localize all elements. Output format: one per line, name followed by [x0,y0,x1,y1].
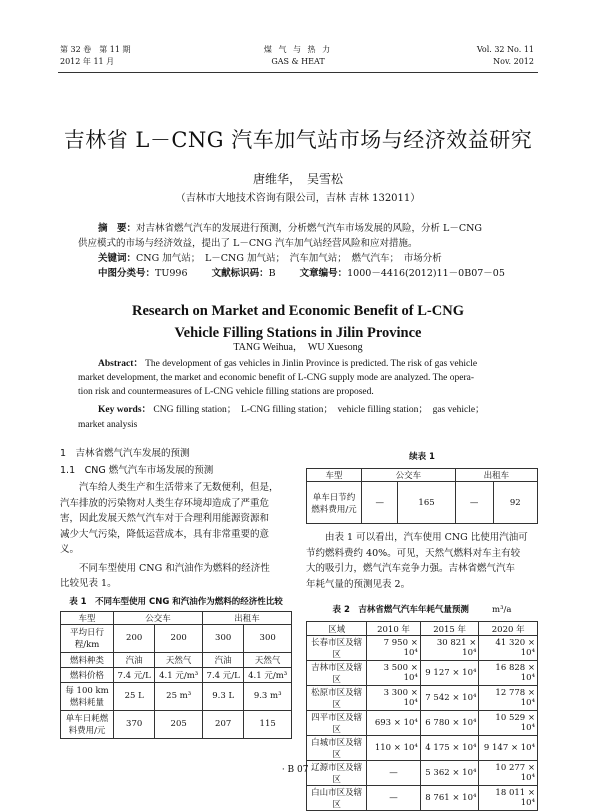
table-1-caption: 表 1 不同车型使用 CNG 和汽油作为燃料的经济性比较 [69,596,283,607]
paragraph-1 [60,480,292,558]
paragraph-line: 不同车型使用 CNG 和汽油作为燃料的经济性 [60,562,270,574]
table-header: 2010 年 [367,622,421,636]
table-cell: 10 277 × 10⁴ [479,761,538,786]
abstract-en-line2: market development, the market and economic benefit of L-CNG supply mode are analyzed. The opera- [78,373,475,383]
paragraph-line: 由表 1 可以看出，汽车使用 CNG 比使用汽油可 [306,532,528,543]
table-cell: 6 780 × 10⁴ [420,711,479,736]
table-cell: 25 m³ [155,682,203,710]
journal-volume: 第 32 卷 第 11 期 [60,45,131,54]
doccode-value: B [268,268,276,279]
table-cell: — [455,482,493,524]
paper-title-en-line2: Vehicle Filling Stations in Jilin Province [174,325,422,341]
table-cell: 9.3 m³ [244,682,292,710]
table-2-unit: m³/a [492,605,512,615]
journal-name-en: GAS & HEAT [271,57,325,66]
table-cell: 300 [244,624,292,652]
region-cell: 长春市区及辖区 [307,636,367,661]
abstract-label-cn: 摘 要： [98,223,137,234]
table-1 [60,611,292,739]
article-label: 文章编号： [299,268,348,279]
abstract-cn [98,221,538,236]
table-cell: 9 127 × 10⁴ [420,661,479,686]
authors-en: TANG Weihua， WU Xuesong [233,342,363,353]
table-header: 出租车 [202,611,291,624]
table-cell: 7 542 × 10⁴ [420,686,479,711]
abstract-cn-line1: 对吉林省燃气汽车的发展进行预测，分析燃气汽车市场发展的风险，分析 L－CNG [136,223,483,234]
table-cell: 370 [114,710,155,738]
table-cell: — [362,482,398,524]
doccode-label: 文献标识码： [211,268,269,279]
table-cell: — [367,786,421,811]
affiliation-cn: （吉林市大地技术咨询有限公司，吉林 吉林 132011） [175,193,421,204]
row-label: 燃料种类 [61,652,114,667]
continued-table-caption: 续表 1 [409,452,435,462]
table-cell: 207 [202,710,243,738]
table-cell: 18 011 × 10⁴ [479,786,538,811]
table-header: 区域 [307,622,367,636]
abstract-en-line1: The development of gas vehicles in Jinlin Province is predicted. The risk of gas vehicle [145,359,478,369]
paper-title-cn: 吉林省 L－CNG 汽车加气站市场与经济效益研究 [63,128,533,152]
abstract-cn-line2: 供应模式的市场与经济效益，提出了 L－CNG 汽车加气站经营风险和应对措施。 [78,238,418,249]
table-cell: 300 [202,624,243,652]
paragraph-line: 节约燃料费约 40%。可见，天然气燃料对车主有较 [306,547,521,559]
class-label: 中图分类号： [98,268,156,279]
keywords-en-line1: CNG filling station； L-CNG filling station； vehicle filling station； gas vehicle； [153,405,485,415]
table-cell: 16 828 × 10⁴ [479,661,538,686]
table-cell: 12 778 × 10⁴ [479,686,538,711]
table-cell: 200 [114,624,155,652]
region-cell: 辽源市区及辖区 [307,761,367,786]
table-cell: 9.3 L [202,682,243,710]
region-cell: 四平市区及辖区 [307,711,367,736]
table-cell: 9 147 × 10⁴ [479,736,538,761]
classification-line [98,266,538,281]
table-cell: 7 950 × 10⁴ [367,636,421,661]
table-cell: 7.4 元/L [202,667,243,682]
table-2-caption: 表 2 吉林省燃气汽车年耗气量预测 [332,605,469,615]
abstract-en [98,357,543,371]
table-cell: 92 [493,482,537,524]
table-cell: 10 529 × 10⁴ [479,711,538,736]
table-cell: 110 × 10⁴ [367,736,421,761]
paragraph-line: 义。 [60,544,80,555]
table-header: 2020 年 [479,622,538,636]
table-header: 出租车 [455,469,537,482]
region-cell: 松原市区及辖区 [307,686,367,711]
keywords-cn [98,251,538,266]
keywords-label-cn: 关键词： [98,253,137,264]
region-cell: 白城市区及辖区 [307,736,367,761]
abstract-label-en: Abstract： [98,359,143,369]
row-label: 平均日行程/km [61,624,114,652]
table-cell: 41 320 × 10⁴ [479,636,538,661]
paragraph-line: 比较见表 1。 [60,578,117,589]
table-cell: 天然气 [244,652,292,667]
article-value: 1000－4416(2012)11－0B07－05 [347,268,505,279]
paragraph-line: 害，因此发展天然气汽车对于合理利用能源资源和 [60,513,270,524]
table-cell: 165 [398,482,455,524]
keywords-cn-text: CNG 加气站； L－CNG 加气站； 汽车加气站； 燃气汽车； 市场分析 [136,253,442,264]
table-cell: 205 [155,710,203,738]
table-cell: 30 821 × 10⁴ [420,636,479,661]
table-cell: 3 300 × 10⁴ [367,686,421,711]
row-label: 每 100 km燃料耗量 [61,682,114,710]
keywords-en-line2: market analysis [78,420,138,430]
paragraph-line: 大的吸引力，燃气汽车竞争力强。吉林省燃气汽车 [306,563,516,574]
table-cell: 25 L [114,682,155,710]
table-cell: 4.1 元/m³ [155,667,203,682]
table-cell: 4.1 元/m³ [244,667,292,682]
journal-volume-en: Vol. 32 No. 11 [476,45,534,54]
paragraph-line: 汽车排放的污染物对人类生存环境却造成了严重危 [60,497,270,509]
row-label: 燃料价格 [61,667,114,682]
journal-name: 煤 气 与 热 力 [263,45,333,54]
row-label: 单车日节约燃料费用/元 [307,482,362,524]
table-cell: 8 761 × 10⁴ [420,786,479,811]
table-cell: — [367,761,421,786]
table-2-caption-row [306,600,538,617]
section-1-heading: 1 吉林省燃气汽车发展的预测 [60,448,190,459]
row-label: 单车日耗燃料费用/元 [61,710,114,738]
region-cell: 白山市区及辖区 [307,786,367,811]
table-cell: 4 175 × 10⁴ [420,736,479,761]
abstract-en-line3: tion risk and countermeasures of L-CNG vehicle filling stations are proposed. [78,387,374,397]
table-cell: 5 362 × 10⁴ [420,761,479,786]
table-header: 2015 年 [420,622,479,636]
right-column [306,450,538,811]
journal-date: 2012 年 11 月 [60,57,115,66]
table-cell: 115 [244,710,292,738]
paragraph-line: 年耗气量的预测见表 2。 [306,578,411,590]
table-cell: 汽油 [202,652,243,667]
authors-cn: 唐维华， 吴雪松 [252,172,343,186]
keywords-en [98,403,543,417]
paragraph-3 [306,530,538,592]
keywords-label-en: Key words： [98,405,152,415]
table-cell: 7.4 元/L [114,667,155,682]
table-cell: 200 [155,624,203,652]
page-number: · B 07 · [281,765,315,775]
table-cell: 3 500 × 10⁴ [367,661,421,686]
table-header: 车型 [307,469,362,482]
region-cell: 吉林市区及辖区 [307,661,367,686]
table-header: 公交车 [114,611,203,624]
left-column [60,446,292,739]
header-rule [58,72,538,73]
table-header: 公交车 [362,469,456,482]
table-cell: 693 × 10⁴ [367,711,421,736]
table-2 [306,621,538,811]
section-1-1-heading: 1.1 CNG 燃气汽车市场发展的预测 [60,465,214,476]
paragraph-line: 汽车给人类生产和生活带来了无数便利，但是， [60,482,279,493]
continued-table-1 [306,468,538,524]
paper-title-en-line1: Research on Market and Economic Benefit of L-CNG [132,303,464,319]
paragraph-2 [60,561,292,592]
table-cell: 天然气 [155,652,203,667]
table-header: 车型 [61,611,114,624]
table-cell: 汽油 [114,652,155,667]
journal-date-en: Nov. 2012 [493,57,534,66]
paragraph-line: 减少大气污染，降低运营成本，具有非常重要的意 [60,528,270,540]
class-value: TU996 [155,268,188,279]
